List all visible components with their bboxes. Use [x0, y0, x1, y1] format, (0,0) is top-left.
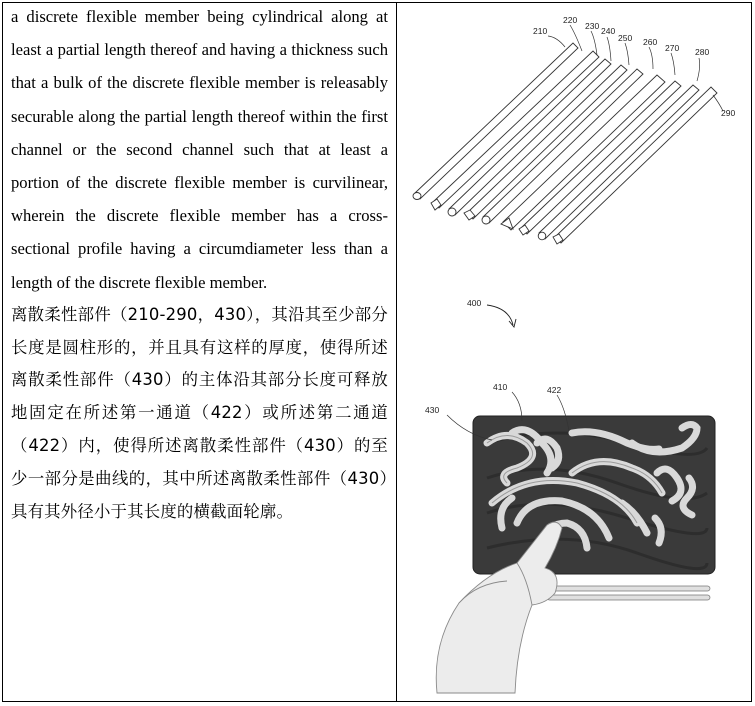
figure-400-label: 400 — [467, 298, 482, 308]
label-430: 430 — [425, 405, 440, 415]
label-250: 250 — [618, 33, 633, 43]
label-280: 280 — [695, 47, 710, 57]
label-260: 260 — [643, 37, 658, 47]
board-figure — [436, 416, 715, 693]
patent-drawings — [397, 3, 752, 701]
label-230: 230 — [585, 21, 600, 31]
flexible-members-figure — [413, 43, 717, 244]
label-220: 220 — [563, 15, 578, 25]
figure-400-arrow — [487, 305, 513, 325]
label-240: 240 — [601, 26, 616, 36]
label-422: 422 — [547, 385, 562, 395]
english-claim-text: a discrete flexible member being cylindrical along at least a partial length thereof and having a thickness such that a bulk of the discrete flexible member is releasably securable along the partial length thereof within the first channel or the second channel such that at least a portion of the discrete flexible member is curvilinear, wherein the discrete flexible member has a cross-sectional profile having a circumdiameter less than a length of the discrete flexible member. — [11, 7, 388, 292]
label-410: 410 — [493, 382, 508, 392]
text-column — [11, 0, 388, 528]
label-290: 290 — [721, 108, 736, 118]
label-210: 210 — [533, 26, 548, 36]
chinese-claim-text: 离散柔性部件（210-290，430），其沿其至少部分长度是圆柱形的，并且具有这样的厚度，使得所述离散柔性部件（430）的主体沿其部分长度可释放地固定在所述第一通道（422）或所述第二通道（422）内，使得所述离散柔性部件（430）的至少一部分是曲线的，其中所述离散柔性部件（430）具有其外径小于其长度的横截面轮廓。 — [11, 304, 388, 521]
figure-column — [397, 3, 752, 701]
bottom-labels — [425, 382, 561, 415]
member-250 — [482, 69, 643, 224]
label-270: 270 — [665, 43, 680, 53]
